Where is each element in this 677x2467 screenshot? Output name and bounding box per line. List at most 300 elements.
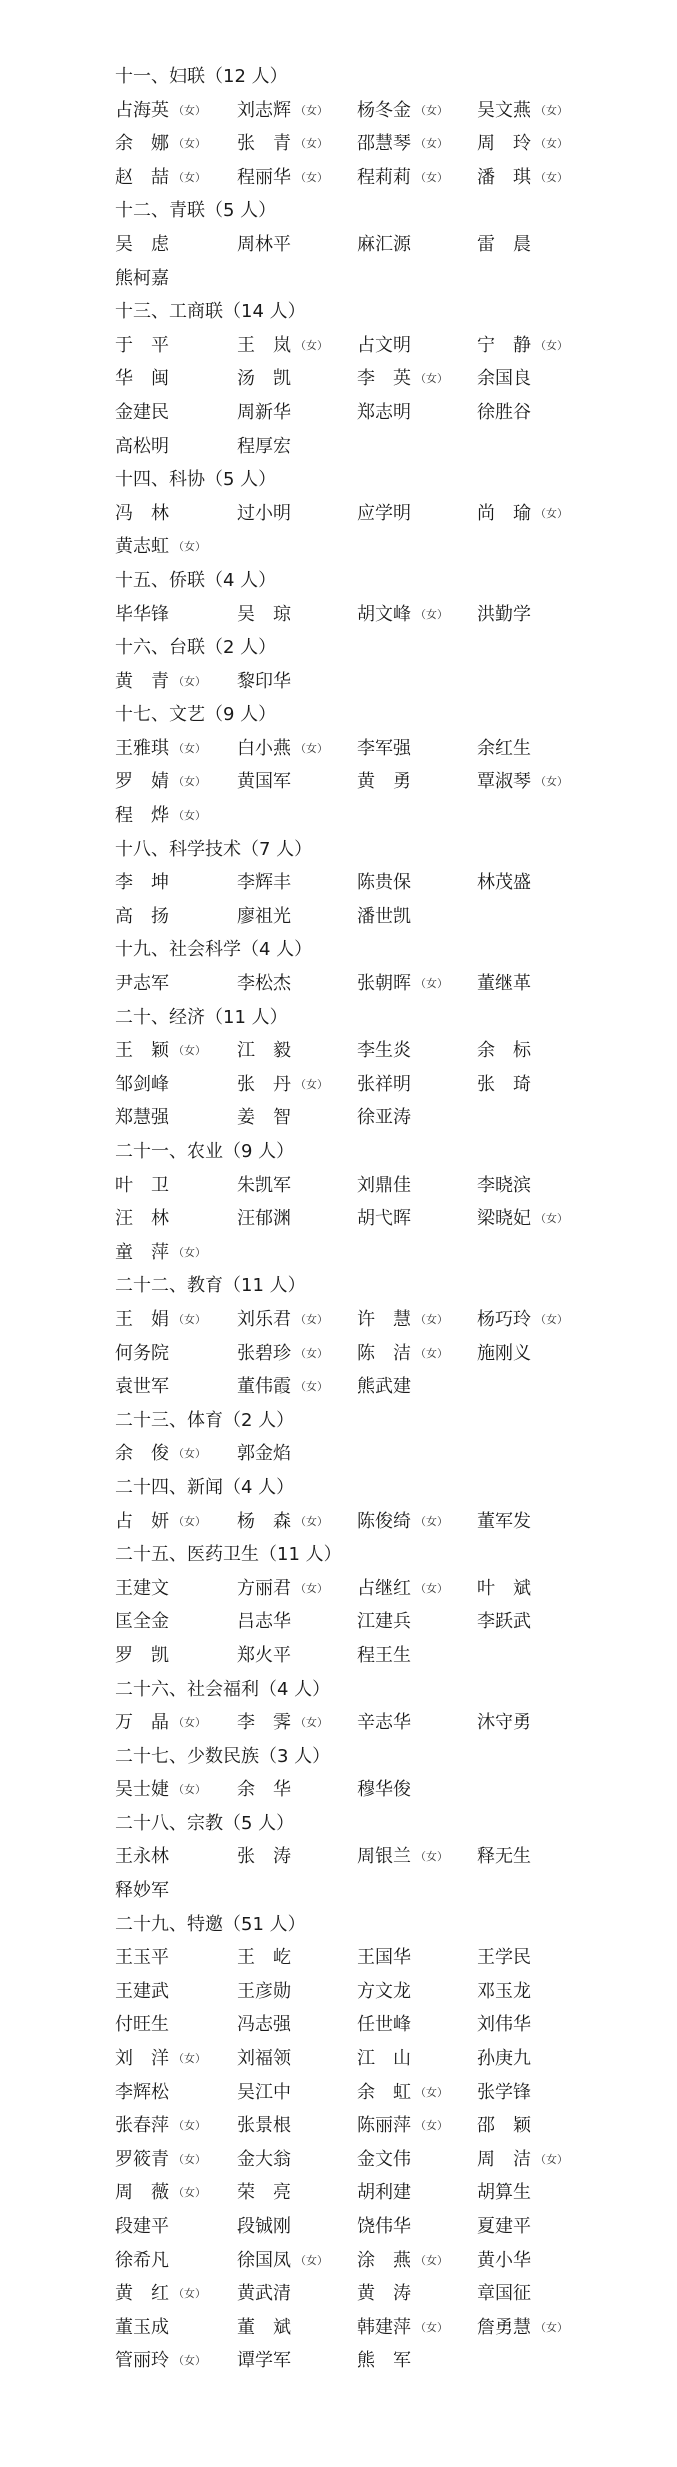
member-name: 杨 森 [237,1510,291,1532]
female-marker: （女） [415,1514,448,1528]
member-name: 余国良 [477,368,531,390]
member-name: 罗 凯 [115,1644,169,1666]
female-marker: （女） [173,103,206,117]
female-marker: （女） [535,2152,568,2166]
member-row [0,1706,677,1740]
member-entry [477,972,531,996]
member-name: 李辉松 [115,2081,169,2103]
member-entry [237,972,291,996]
female-marker: （女） [173,2186,206,2200]
member-row [0,1605,677,1639]
member-entry [357,1711,411,1735]
member-row [0,497,677,531]
member-name: 冯志强 [237,2014,291,2036]
member-name: 占文明 [357,334,411,356]
member-entry [477,2316,568,2340]
member-entry [237,334,328,358]
member-row [0,362,677,396]
member-entry [357,1510,448,1534]
member-name: 李 坤 [115,872,169,894]
member-entry [237,166,328,190]
member-entry [477,1946,531,1970]
member-name: 何务院 [115,1342,169,1364]
member-name: 黎印华 [237,670,291,692]
member-name: 程 烨 [115,805,169,827]
member-entry [237,1442,291,1466]
female-marker: （女） [535,103,568,117]
member-name: 尹志军 [115,973,169,995]
member-entry [357,1946,411,1970]
member-entry [115,2047,206,2071]
member-entry [237,1039,291,1063]
member-name: 李 霁 [237,1712,291,1734]
member-name: 雷 晨 [477,233,531,255]
member-name: 张 丹 [237,1073,291,1095]
member-entry [357,1980,411,2004]
member-name: 江 毅 [237,1040,291,1062]
member-name: 张景根 [237,2115,291,2137]
member-name: 李松杰 [237,973,291,995]
member-entry [115,804,206,828]
member-name: 胡文峰 [357,603,411,625]
section-heading-row [0,1471,677,1505]
member-entry [477,2282,531,2306]
member-name: 覃淑琴 [477,771,531,793]
section-heading-row [0,1001,677,1035]
member-name: 麻汇源 [357,233,411,255]
section-title: 十九、社会科学（4 人） [115,939,313,961]
member-row [0,1370,677,1404]
member-name: 汤 凯 [237,368,291,390]
member-entry [357,233,411,257]
member-entry [115,401,169,425]
member-name: 胡利建 [357,2182,411,2204]
member-row [0,2244,677,2278]
member-name: 韩建萍 [357,2316,411,2338]
section-title: 十三、工商联（14 人） [115,301,306,323]
member-name: 释妙军 [115,1880,169,1902]
member-name: 吴江中 [237,2081,291,2103]
member-name: 陈丽萍 [357,2115,411,2137]
member-name: 廖祖光 [237,905,291,927]
member-row [0,1337,677,1371]
member-entry [115,2181,206,2205]
member-name: 穆华俊 [357,1779,411,1801]
member-name: 张 涛 [237,1846,291,1868]
member-entry [477,233,531,257]
member-name: 金文伟 [357,2148,411,2170]
member-name: 赵 喆 [115,166,169,188]
member-name: 潘 琪 [477,166,531,188]
member-name: 涂 燕 [357,2249,411,2271]
member-entry [237,1711,328,1735]
female-marker: （女） [295,1077,328,1091]
member-name: 郑志明 [357,401,411,423]
member-entry [477,2249,531,2273]
member-entry [477,1711,531,1735]
female-marker: （女） [295,1581,328,1595]
member-entry [115,670,206,694]
member-name: 熊 军 [357,2350,411,2372]
section-title: 十二、青联（5 人） [115,200,277,222]
member-name: 高松明 [115,435,169,457]
member-entry [477,1308,568,1332]
member-name: 方丽君 [237,1577,291,1599]
member-row [0,1437,677,1471]
member-name: 李辉丰 [237,872,291,894]
female-marker: （女） [415,372,448,386]
member-name: 潘世凯 [357,905,411,927]
member-entry [477,2013,531,2037]
member-name: 段铖刚 [237,2216,291,2237]
member-name: 叶 斌 [477,1577,531,1599]
section-heading-row [0,1538,677,1572]
member-entry [115,2013,169,2037]
member-name: 李生炎 [357,1040,411,1062]
female-marker: （女） [173,741,206,755]
member-entry [115,770,206,794]
female-marker: （女） [415,2119,448,2133]
female-marker: （女） [535,1312,568,1326]
member-name: 张 青 [237,133,291,155]
member-name: 刘乐君 [237,1308,291,1330]
member-row [0,2109,677,2143]
member-entry [237,1644,291,1668]
member-row [0,1572,677,1606]
section-title: 二十一、农业（9 人） [115,1141,295,1162]
female-marker: （女） [173,1783,206,1797]
member-name: 张祥明 [357,1073,411,1095]
member-entry [237,1980,291,2004]
member-entry [477,132,568,156]
member-entry [357,2215,411,2239]
section-heading-row [0,1807,677,1841]
member-name: 杨巧玲 [477,1308,531,1330]
member-entry [115,1174,169,1198]
female-marker: （女） [415,2253,448,2267]
female-marker: （女） [173,1044,206,1058]
section-title: 二十八、宗教（5 人） [115,1812,295,1834]
member-entry [477,1207,568,1231]
member-name: 汪郁渊 [237,1208,291,1230]
member-name: 黄 青 [115,670,169,692]
member-entry [115,1308,206,1332]
member-entry [477,770,568,794]
member-entry [357,2316,448,2340]
member-name: 陈俊绮 [357,1510,411,1532]
member-name: 郭金焰 [237,1443,291,1465]
member-name: 刘志辉 [237,99,291,121]
member-name: 金大翁 [237,2148,291,2170]
member-entry [237,2148,291,2172]
member-name: 邵 颖 [477,2115,531,2137]
member-name: 吴 虑 [115,233,169,255]
member-name: 孙庚九 [477,2048,531,2070]
member-entry [237,132,328,156]
member-name: 朱凯军 [237,1174,291,1196]
member-entry [115,2215,169,2239]
member-entry [115,972,169,996]
member-row [0,2344,677,2378]
member-entry [115,334,169,358]
member-entry [115,1610,169,1634]
member-name: 余 华 [237,1779,291,1801]
member-entry [477,502,568,526]
member-entry [237,2249,328,2273]
member-entry [237,871,291,895]
female-marker: （女） [173,775,206,789]
member-entry [477,1980,531,2004]
member-row [0,94,677,128]
member-entry [237,2282,291,2306]
member-name: 詹勇慧 [477,2316,531,2338]
member-name: 占 妍 [115,1510,169,1532]
member-entry [357,1610,411,1634]
member-entry [237,1073,328,1097]
member-entry [357,2249,448,2273]
section-heading-row [0,295,677,329]
member-name: 袁世军 [115,1376,169,1398]
member-row [0,530,677,564]
member-entry [115,2349,206,2373]
member-entry [477,1039,531,1063]
member-entry [357,770,411,794]
member-entry [115,267,169,291]
member-entry [357,502,411,526]
section-title: 二十九、特邀（51 人） [115,1913,306,1935]
member-entry [115,1342,169,1366]
member-entry [115,1778,206,1802]
member-entry [115,1375,169,1399]
member-name: 高 扬 [115,905,169,927]
section-title: 二十七、少数民族（3 人） [115,1745,331,1767]
female-marker: （女） [295,338,328,352]
member-entry [237,2181,291,2205]
member-entry [237,603,291,627]
member-name: 黄小华 [477,2249,531,2271]
member-row [0,2210,677,2244]
female-marker: （女） [173,1312,206,1326]
member-name: 施刚义 [477,1342,531,1364]
member-entry [357,1073,411,1097]
member-name: 江 山 [357,2048,411,2070]
member-row [0,1505,677,1539]
member-entry [357,871,411,895]
member-entry [357,2081,448,2105]
member-name: 周银兰 [357,1846,411,1868]
member-entry [237,1577,328,1601]
section-title: 二十、经济（11 人） [115,1006,288,1028]
female-marker: （女） [415,2320,448,2334]
member-row [0,1840,677,1874]
member-entry [115,535,206,559]
member-name: 徐胜谷 [477,401,531,423]
member-row [0,430,677,464]
member-entry [237,2349,291,2373]
section-title: 十一、妇联（12 人） [115,66,288,87]
member-name: 章国征 [477,2283,531,2305]
member-entry [237,1207,291,1231]
member-name: 占继红 [357,1577,411,1599]
member-entry [115,2282,206,2306]
member-name: 余 俊 [115,1443,169,1465]
member-entry [237,2114,291,2138]
female-marker: （女） [415,103,448,117]
section-heading-row [0,1404,677,1438]
member-name: 程莉莉 [357,166,411,188]
member-entry [115,737,206,761]
member-name: 宁 静 [477,334,531,356]
member-name: 叶 卫 [115,1174,169,1196]
member-entry [357,737,411,761]
member-name: 李 英 [357,368,411,390]
section-title: 十八、科学技术（7 人） [115,838,313,860]
member-entry [237,2013,291,2037]
member-name: 董玉成 [115,2316,169,2338]
member-name: 于 平 [115,334,169,356]
member-name: 夏建平 [477,2216,531,2237]
member-name: 周 洁 [477,2148,531,2170]
member-entry [477,603,531,627]
member-entry [115,1241,206,1265]
member-entry [237,2047,291,2071]
member-entry [477,166,568,190]
section-title: 十四、科协（5 人） [115,469,277,491]
member-entry [357,1342,448,1366]
member-row [0,2008,677,2042]
member-name: 周林平 [237,233,291,255]
member-name: 管丽玲 [115,2350,169,2372]
member-entry [477,99,568,123]
female-marker: （女） [535,1212,568,1226]
member-name: 徐国凤 [237,2249,291,2271]
member-entry [357,1845,448,1869]
member-entry [115,1577,169,1601]
member-name: 金建民 [115,401,169,423]
member-entry [357,1106,411,1130]
female-marker: （女） [295,1514,328,1528]
member-entry [115,1510,206,1534]
member-entry [237,1375,328,1399]
member-name: 冯 林 [115,502,169,524]
member-entry [357,1174,411,1198]
member-name: 释无生 [477,1846,531,1868]
member-entry [115,905,169,929]
section-title: 十六、台联（2 人） [115,637,277,659]
member-name: 董继革 [477,973,531,995]
member-row [0,900,677,934]
female-marker: （女） [295,103,328,117]
member-name: 黄 红 [115,2283,169,2305]
member-entry [237,1845,291,1869]
member-entry [237,233,291,257]
female-marker: （女） [295,1380,328,1394]
section-title: 十七、文艺（9 人） [115,704,277,726]
member-name: 周新华 [237,401,291,423]
member-entry [115,99,206,123]
female-marker: （女） [415,607,448,621]
member-name: 王永林 [115,1846,169,1868]
member-row [0,396,677,430]
member-name: 程厚宏 [237,435,291,457]
section-title: 二十二、教育（11 人） [115,1275,306,1297]
female-marker: （女） [173,1245,206,1259]
member-entry [115,233,169,257]
member-entry [237,502,291,526]
member-entry [477,2148,568,2172]
member-row [0,1101,677,1135]
female-marker: （女） [535,137,568,151]
member-name: 姜 智 [237,1107,291,1129]
member-name: 程王生 [357,1644,411,1666]
female-marker: （女） [173,2119,206,2133]
member-row [0,1941,677,1975]
member-entry [237,2081,291,2105]
member-row [0,1034,677,1068]
member-entry [477,1342,531,1366]
member-entry [357,603,448,627]
member-name: 张碧珍 [237,1342,291,1364]
female-marker: （女） [295,1312,328,1326]
member-list-document [0,60,677,2378]
member-name: 任世峰 [357,2014,411,2036]
member-row [0,1068,677,1102]
member-row [0,1303,677,1337]
member-name: 黄 勇 [357,771,411,793]
section-heading-row [0,1269,677,1303]
female-marker: （女） [173,809,206,823]
section-heading-row [0,833,677,867]
member-entry [115,1946,169,1970]
member-name: 刘福领 [237,2048,291,2070]
section-heading-row [0,1673,677,1707]
member-name: 应学明 [357,502,411,524]
member-name: 邵慧琴 [357,133,411,155]
section-title: 二十三、体育（2 人） [115,1409,295,1431]
member-row [0,2143,677,2177]
member-row [0,866,677,900]
member-name: 王 屹 [237,1947,291,1969]
member-name: 徐希凡 [115,2249,169,2271]
member-entry [477,2181,531,2205]
member-entry [237,2215,291,2239]
member-entry [357,2349,411,2373]
section-title: 十五、侨联（4 人） [115,569,277,591]
female-marker: （女） [173,1514,206,1528]
member-name: 沐守勇 [477,1712,531,1734]
member-name: 童 萍 [115,1241,169,1263]
member-row [0,765,677,799]
member-name: 洪勤学 [477,603,531,625]
female-marker: （女） [415,977,448,991]
member-entry [477,1577,531,1601]
member-entry [477,1610,531,1634]
section-heading-row [0,564,677,598]
female-marker: （女） [295,1346,328,1360]
member-entry [357,166,448,190]
member-name: 王 颖 [115,1040,169,1062]
member-name: 张朝晖 [357,973,411,995]
member-entry [357,2114,448,2138]
female-marker: （女） [173,2287,206,2301]
member-name: 吴士婕 [115,1779,169,1801]
member-entry [357,132,448,156]
member-row [0,1202,677,1236]
female-marker: （女） [295,1716,328,1730]
member-row [0,1236,677,1270]
member-entry [357,2148,411,2172]
member-entry [237,1106,291,1130]
